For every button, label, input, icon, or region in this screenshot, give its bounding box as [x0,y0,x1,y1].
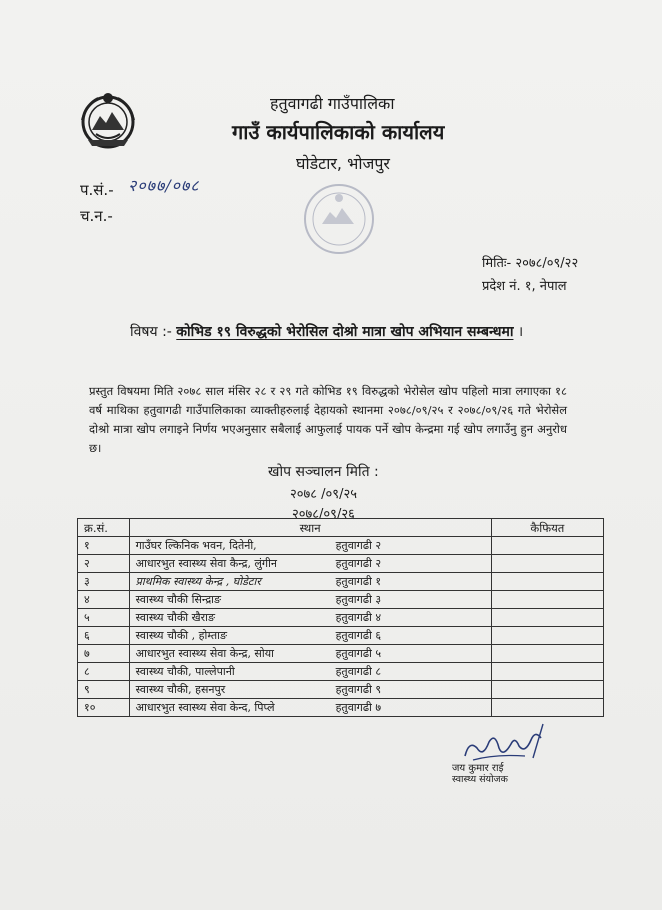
row-place-name: स्वास्थ्य चौकी, हसनपुर [135,682,226,696]
vaccination-centers-table [77,518,604,717]
row-municipality: हतुवागढी २ [335,538,382,552]
row-municipality: हतुवागढी ४ [335,610,382,624]
organization-name: हतुवागढी गाउँपालिका [270,94,395,113]
table-row [78,663,604,681]
row-remarks [491,555,603,573]
row-municipality: हतुवागढी ३ [335,592,382,606]
row-place-name: गाउँघर ल्किनिक भवन, दितेनी, [135,538,257,552]
schedule-date-first: २०७८ /०९/२५ [290,487,357,502]
table-row [78,681,604,699]
row-place [129,537,491,555]
header-remarks: कैफियत [491,519,603,537]
row-place [129,663,491,681]
row-serial-number: ७ [78,645,130,663]
row-place-name: आधारभुत स्वास्थ्य सेवा केन्द्र, सोया [135,646,274,660]
header-place: स्थान [129,519,491,537]
table-row [78,591,604,609]
row-remarks [491,663,603,681]
row-place-name: प्राथमिक स्वास्थ्य केन्द्र , घोडेटार [135,574,261,588]
reference-number-label: प.सं.- [80,181,114,199]
row-serial-number: ९ [78,681,130,699]
row-place [129,699,491,717]
row-place-name: स्वास्थ्य चौकी सिन्द्राङ [135,592,222,606]
row-serial-number: १ [78,537,130,555]
nepal-government-emblem-icon [76,90,140,150]
subject-label: विषय :- [130,324,172,340]
row-serial-number: ३ [78,573,130,591]
office-address: घोडेटार, भोजपुर [296,154,390,173]
table-row [78,555,604,573]
row-municipality: हतुवागढी ६ [335,628,382,642]
row-serial-number: ४ [78,591,130,609]
row-serial-number: १० [78,699,130,717]
dispatch-number-label: च.न.- [80,207,113,225]
row-place [129,645,491,663]
row-remarks [491,645,603,663]
row-municipality: हतुवागढी ७ [335,700,382,714]
row-municipality: हतुवागढी २ [335,556,382,570]
row-municipality: हतुवागढी ८ [335,664,382,678]
row-municipality: हतुवागढी ९ [335,682,382,696]
office-seal-stamp-icon [298,180,380,258]
row-serial-number: २ [78,555,130,573]
row-remarks [491,627,603,645]
signer-name: जय कुमार राई [452,763,504,774]
office-title: गाउँ कार्यपालिकाको कार्यालय [232,120,445,144]
row-remarks [491,609,603,627]
row-place-name: स्वास्थ्य चौकी खैराङ [135,610,215,624]
body-paragraph: प्रस्तुत विषयमा मिति २०७८ साल मंसिर २८ र २९ गते कोभिड १९ विरुद्धको भेरोसेल खोप पहिलो मात्रा लगाएका १८ वर्ष माथिका हतुवागढी गाउँपालिकाका व्याक्तीहरुलाई देहायको स्थानमा २०७८/०९/२५ र २०७८/०९/२६ गते भेरोसेल दोश्रो मात्रा खोप लगाइने निर्णय भएअनुसार सबैलाई आफुलाई पायक पर्ने खोप केन्द्रमा गई खोप लगाउँनु हुन अनुरोध छ। [89,384,567,455]
row-place-name: आधारभुत स्वास्थ्य सेवा कैन्द्र, लुंगीन [135,556,278,570]
signer-title: स्वास्थ्य संयोजक [452,774,508,785]
row-municipality: हतुवागढी ५ [335,646,382,660]
row-place [129,555,491,573]
row-place [129,609,491,627]
reference-number-value: २०७७/०७८ [128,176,200,195]
subject-line [130,322,523,341]
row-place [129,573,491,591]
schedule-heading: खोप सञ्चालन मिति : [268,464,379,480]
row-place [129,681,491,699]
table-row [78,573,604,591]
table-row [78,627,604,645]
letter-date: मितिः- २०७८/०९/२२ [482,256,579,271]
row-place [129,591,491,609]
schedule-date-second: २०७८/०९/२६ [292,507,355,522]
table-row [78,537,604,555]
province-line: प्रदेश नं. १, नेपाल [482,279,567,294]
row-place-name: स्वास्थ्य चौकी, पाल्लेपानी [135,664,235,678]
row-remarks [491,591,603,609]
table-row [78,609,604,627]
row-remarks [491,573,603,591]
row-place [129,627,491,645]
row-place-name: स्वास्थ्य चौकी , होम्ताङ [135,628,228,642]
row-serial-number: ६ [78,627,130,645]
row-place-name: आधारभुत स्वास्थ्य सेवा केन्द, पिप्ले [135,700,275,714]
row-remarks [491,699,603,717]
row-municipality: हतुवागढी १ [335,574,382,588]
subject-text: कोभिड १९ विरुद्धको भेरोसिल दोश्रो मात्रा खोप अभियान सम्बन्धमा [176,324,514,340]
row-serial-number: ८ [78,663,130,681]
row-remarks [491,537,603,555]
row-remarks [491,681,603,699]
row-serial-number: ५ [78,609,130,627]
subject-end-mark: । [517,324,524,340]
table-row [78,645,604,663]
table-row [78,699,604,717]
header-serial-number: क्र.सं. [78,519,130,537]
table-header-row [78,519,604,537]
